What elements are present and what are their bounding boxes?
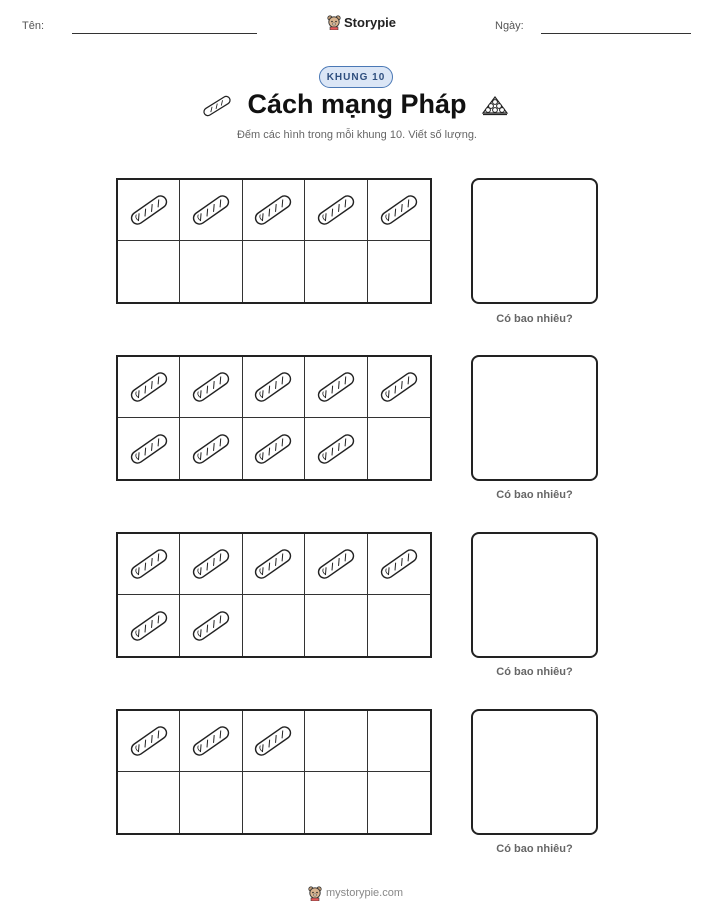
question-label: Có bao nhiêu? — [496, 313, 573, 325]
frame-cell — [243, 357, 305, 418]
frame-cell — [368, 418, 430, 479]
baguette-icon — [189, 606, 233, 646]
frame-cell — [305, 180, 367, 241]
baguette-icon — [251, 544, 295, 584]
frame-cell — [180, 711, 242, 772]
section-badge: KHUNG 10 — [319, 66, 393, 88]
baguette-icon — [314, 544, 358, 584]
frame-cell — [305, 534, 367, 595]
baguette-icon — [127, 367, 171, 407]
baguette-icon — [314, 429, 358, 469]
frame-cell — [243, 180, 305, 241]
frame-cell — [180, 180, 242, 241]
frame-cell — [305, 595, 367, 656]
frame-cell — [243, 595, 305, 656]
frame-cell — [180, 534, 242, 595]
ten-frame-4 — [116, 709, 432, 835]
instructions: Đếm các hình trong mỗi khung 10. Viết số lượng. — [236, 129, 477, 141]
baguette-icon — [127, 429, 171, 469]
question-label: Có bao nhiêu? — [496, 843, 573, 855]
frame-cell — [243, 772, 305, 833]
baguette-icon — [377, 544, 421, 584]
ten-frame-2 — [116, 355, 432, 481]
frame-cell — [305, 357, 367, 418]
frame-cell — [305, 418, 367, 479]
baguette-icon — [377, 190, 421, 230]
baguette-icon — [127, 721, 171, 761]
baguette-icon — [251, 721, 295, 761]
brand-name: Storypie — [344, 14, 397, 30]
name-label: Tên: — [22, 20, 45, 32]
answer-box-1[interactable] — [471, 178, 598, 304]
answer-box-3[interactable] — [471, 532, 598, 658]
baguette-icon — [127, 544, 171, 584]
frame-cell — [180, 772, 242, 833]
bear-icon — [327, 14, 341, 30]
frame-cell — [118, 241, 180, 302]
frame-cell — [118, 772, 180, 833]
baguette-icon — [251, 190, 295, 230]
frame-cell — [118, 595, 180, 656]
frame-cell — [118, 180, 180, 241]
name-line[interactable] — [72, 33, 257, 34]
frame-cell — [180, 418, 242, 479]
date-label: Ngày: — [495, 20, 524, 32]
storypie-logo — [327, 14, 396, 30]
baguette-icon — [377, 367, 421, 407]
frame-cell — [243, 418, 305, 479]
frame-cell — [368, 711, 430, 772]
footer-url: mystorypie.com — [326, 887, 404, 899]
date-line[interactable] — [541, 33, 691, 34]
frame-cell — [118, 357, 180, 418]
frame-cell — [305, 711, 367, 772]
frame-cell — [180, 241, 242, 302]
frame-cell — [118, 418, 180, 479]
baguette-icon — [251, 367, 295, 407]
baguette-icon — [127, 190, 171, 230]
frame-cell — [368, 595, 430, 656]
frame-cell — [368, 772, 430, 833]
answer-box-4[interactable] — [471, 709, 598, 835]
baguette-icon — [314, 190, 358, 230]
frame-cell — [368, 357, 430, 418]
baguette-icon — [189, 721, 233, 761]
frame-cell — [305, 772, 367, 833]
footer — [308, 885, 403, 901]
frame-cell — [118, 534, 180, 595]
baguette-icon — [189, 429, 233, 469]
baguette-icon — [127, 606, 171, 646]
cake-icon — [480, 94, 510, 118]
frame-cell — [180, 595, 242, 656]
frame-cell — [368, 534, 430, 595]
ten-frame-1 — [116, 178, 432, 304]
baguette-icon — [314, 367, 358, 407]
frame-cell — [368, 241, 430, 302]
baguette-icon — [189, 367, 233, 407]
question-label: Có bao nhiêu? — [496, 666, 573, 678]
frame-cell — [305, 241, 367, 302]
frame-cell — [243, 711, 305, 772]
page-title: Cách mạng Pháp — [247, 89, 467, 119]
ten-frame-3 — [116, 532, 432, 658]
frame-cell — [118, 711, 180, 772]
frame-cell — [243, 534, 305, 595]
frame-cell — [243, 241, 305, 302]
answer-box-2[interactable] — [471, 355, 598, 481]
baguette-icon — [189, 190, 233, 230]
bear-icon — [308, 885, 322, 901]
frame-cell — [180, 357, 242, 418]
question-label: Có bao nhiêu? — [496, 489, 573, 501]
frame-cell — [368, 180, 430, 241]
baguette-icon — [251, 429, 295, 469]
baguette-icon — [189, 544, 233, 584]
